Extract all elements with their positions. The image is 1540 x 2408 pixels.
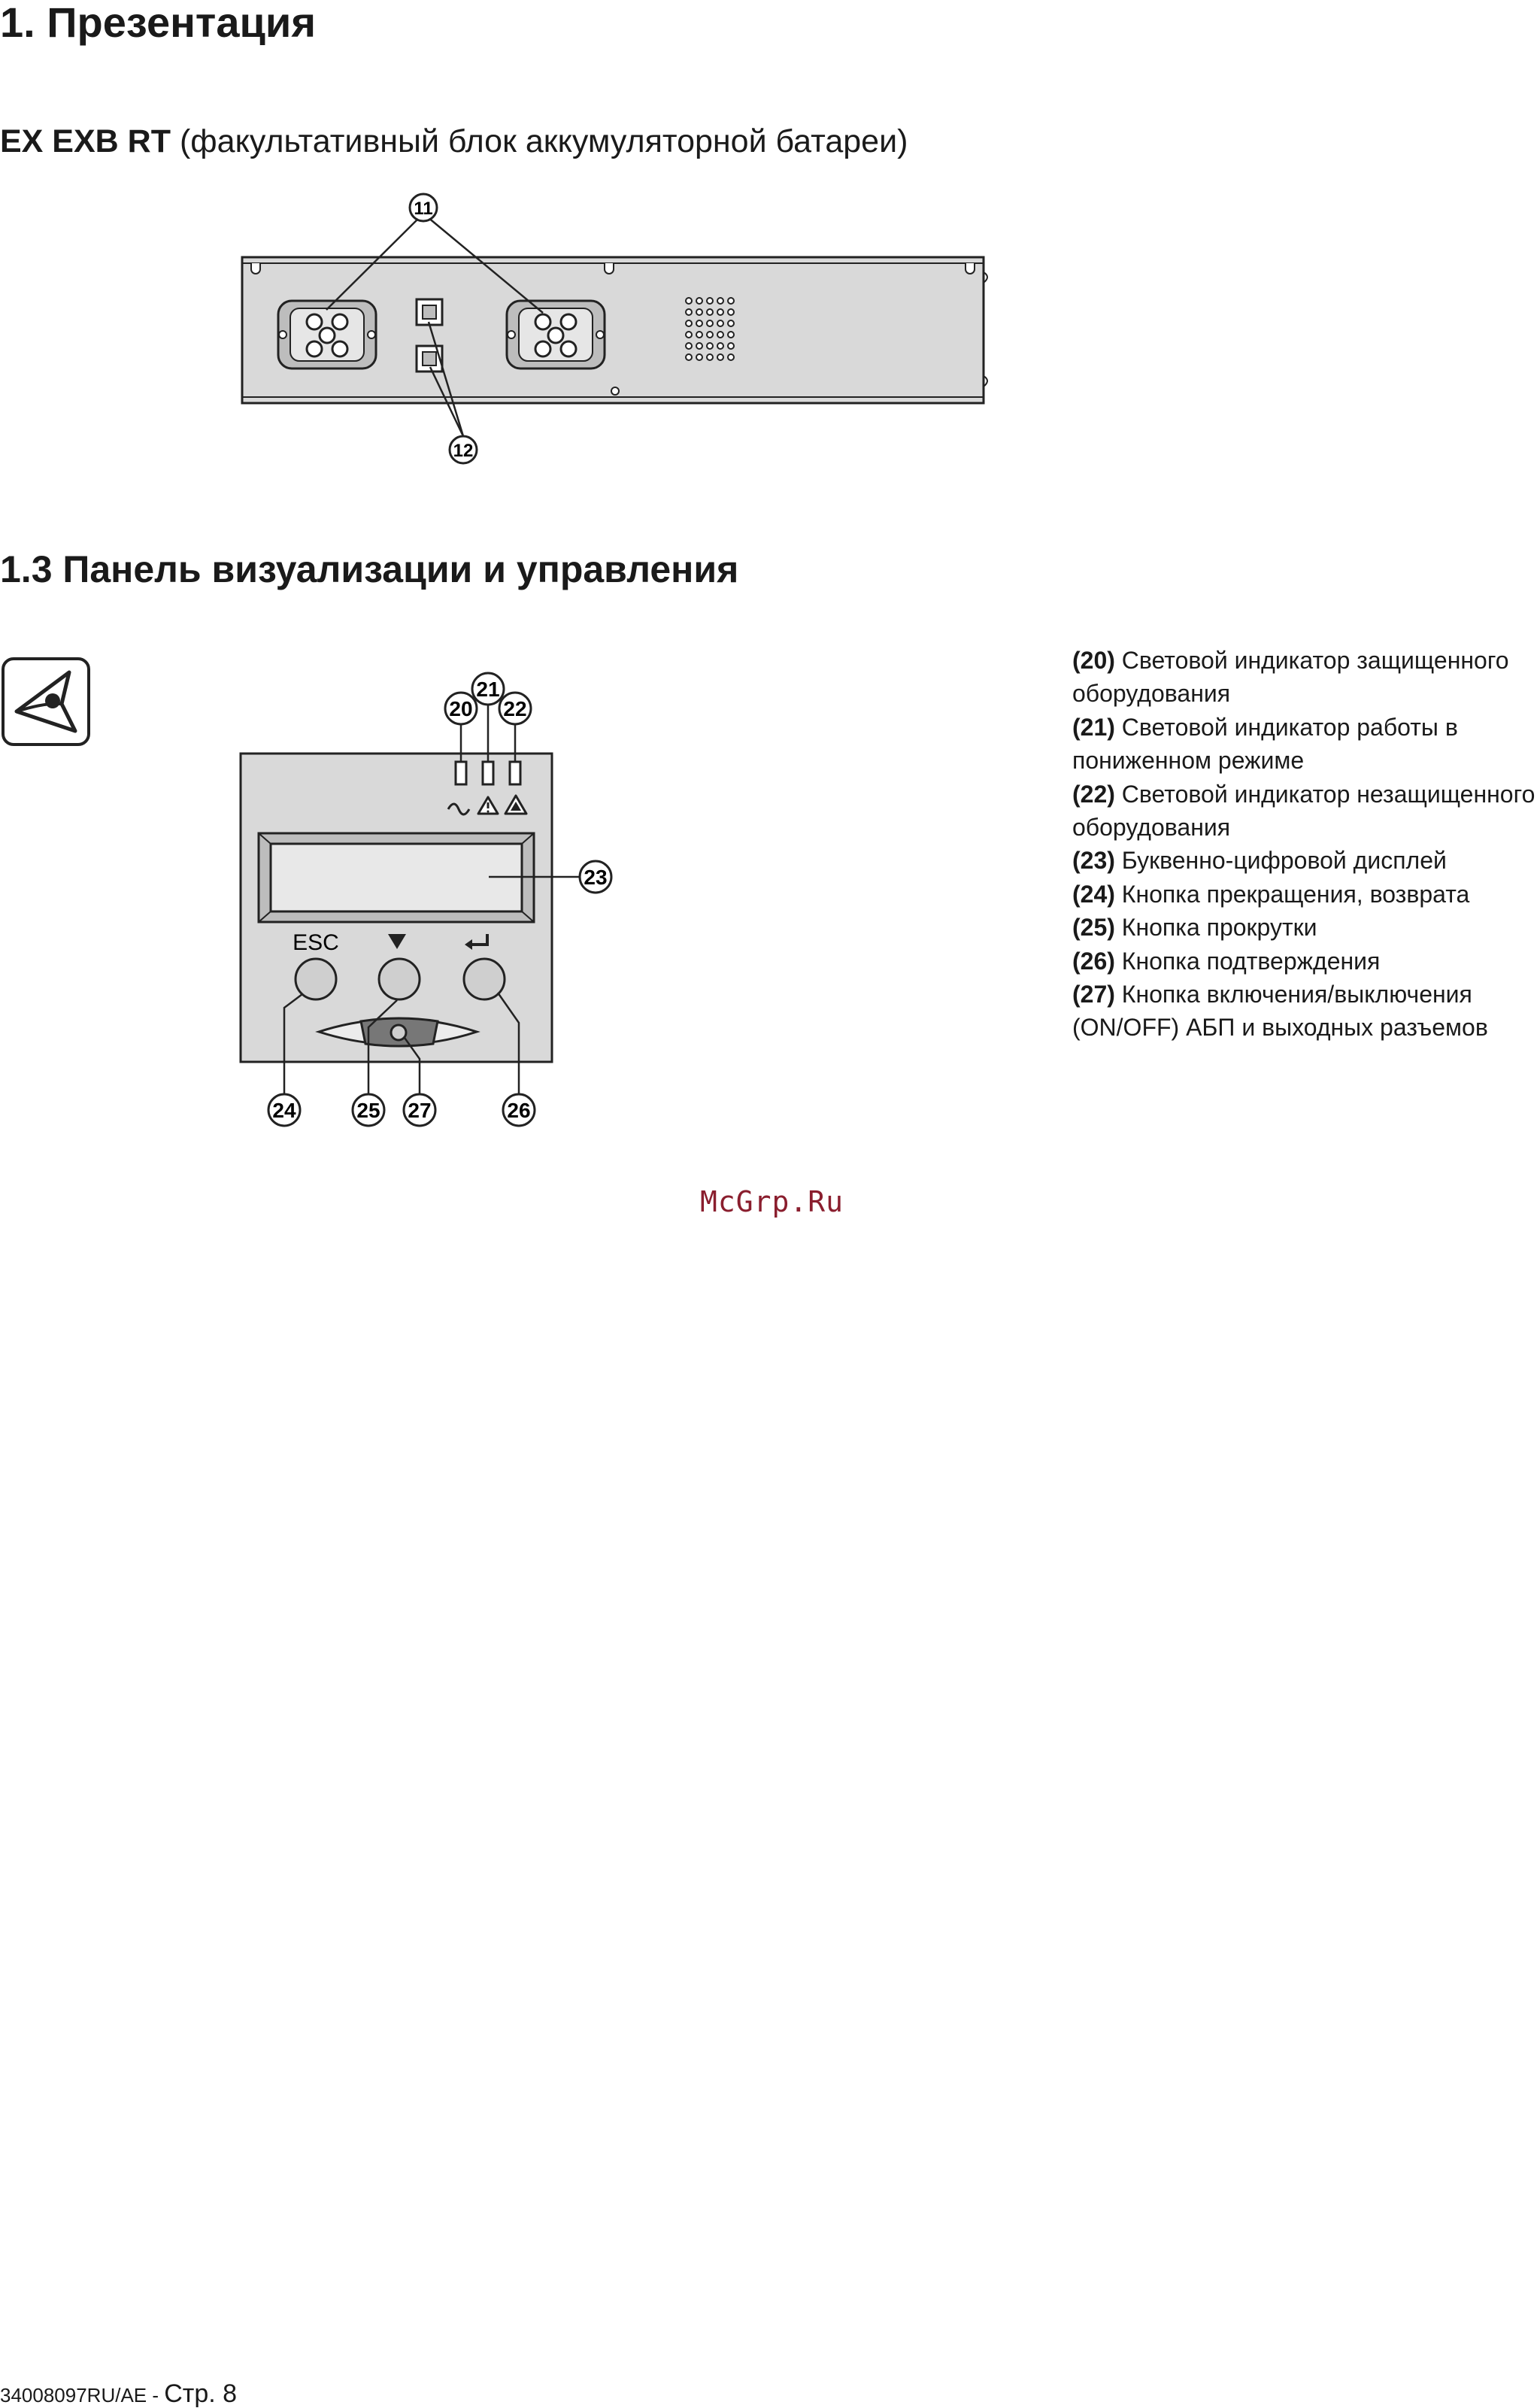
panel-section-title: 1.3 Панель визуализации и управления bbox=[0, 548, 739, 590]
panel-legend bbox=[1072, 644, 1540, 1045]
legend-item: (23) Буквенно-цифровой дисплей bbox=[1072, 847, 1447, 875]
callout-22: 22 bbox=[503, 697, 527, 720]
control-panel-figure bbox=[226, 647, 608, 1136]
battery-rear-panel-figure bbox=[233, 188, 1000, 474]
esc-label: ESC bbox=[293, 930, 339, 955]
footer-separator: - bbox=[147, 2384, 165, 2406]
led-20 bbox=[456, 762, 466, 784]
section-title: 1. Презентация bbox=[0, 0, 317, 46]
legend-item: (27) Кнопка включения/выключения (ON/OFF) АБП и выходных разъемов bbox=[1072, 981, 1488, 1042]
legend-item: (24) Кнопка прекращения, возврата bbox=[1072, 880, 1470, 908]
led-21 bbox=[483, 762, 493, 784]
callout-20: 20 bbox=[449, 697, 473, 720]
callout-23: 23 bbox=[584, 866, 608, 889]
svg-text:11: 11 bbox=[414, 199, 433, 219]
esc-button[interactable] bbox=[296, 959, 336, 999]
callout-21: 21 bbox=[476, 678, 500, 701]
document-code: 34008097RU/AE bbox=[0, 2384, 147, 2406]
legend-item: (21) Световой индикатор работы в пониженном режиме bbox=[1072, 713, 1458, 775]
legend-item: (20) Световой индикатор защищенного оборудования bbox=[1072, 647, 1509, 708]
led-22 bbox=[510, 762, 520, 784]
model-name: EX EXB RT bbox=[0, 123, 171, 159]
scroll-button[interactable] bbox=[379, 959, 420, 999]
battery-connector-left bbox=[278, 301, 376, 368]
communication-port-lower bbox=[417, 346, 442, 372]
legend-item: (26) Кнопка подтверждения bbox=[1072, 947, 1381, 975]
eye-icon bbox=[0, 656, 92, 748]
svg-text:12: 12 bbox=[453, 441, 474, 461]
model-description: (факультативный блок аккумуляторной батареи) bbox=[179, 123, 908, 159]
legend-item: (25) Кнопка прокрутки bbox=[1072, 914, 1317, 942]
page-number: Стр. 8 bbox=[164, 2379, 238, 2408]
callout-27: 27 bbox=[408, 1099, 432, 1122]
callout-24: 24 bbox=[272, 1099, 296, 1122]
legend-item: (22) Световой индикатор незащищенного оборудования bbox=[1072, 780, 1535, 842]
battery-connector-right bbox=[507, 301, 605, 368]
page-footer bbox=[0, 2381, 237, 2408]
callout-25: 25 bbox=[356, 1099, 380, 1122]
product-subtitle bbox=[0, 122, 908, 161]
callout-26: 26 bbox=[507, 1099, 531, 1122]
watermark: McGrp.Ru bbox=[700, 1185, 844, 1218]
communication-port-upper bbox=[417, 299, 442, 325]
